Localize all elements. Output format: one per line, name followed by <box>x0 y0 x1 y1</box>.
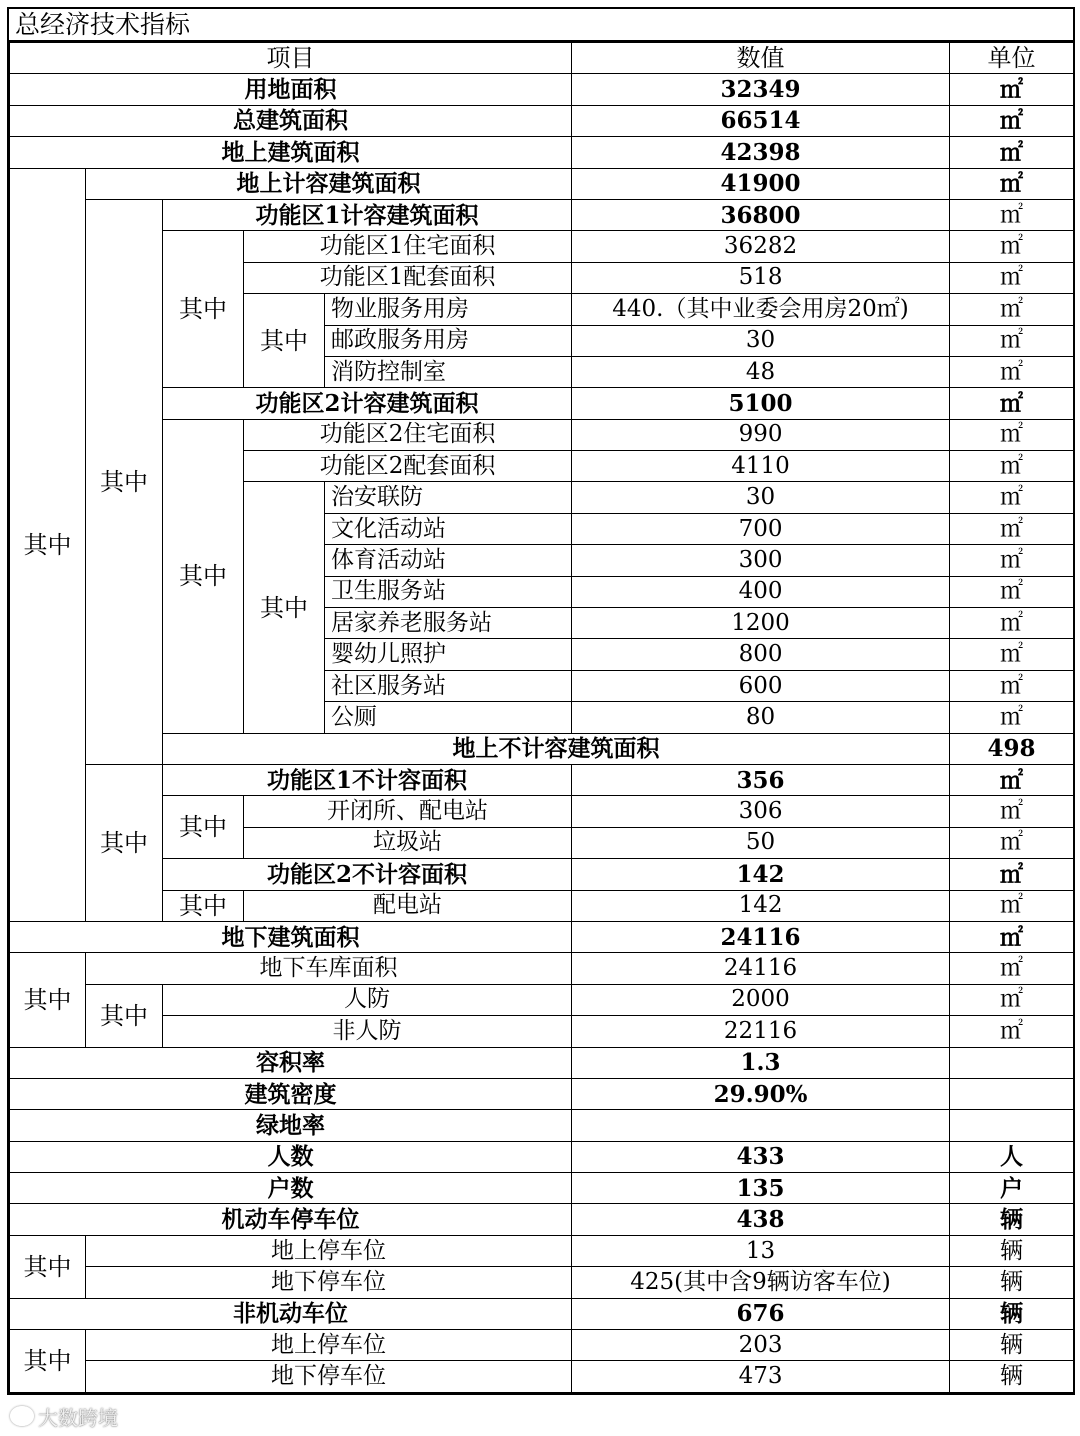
row-label: 地下停车位 <box>86 1267 572 1298</box>
group-label: 其中 <box>244 294 325 388</box>
row-unit: 户 <box>950 1173 1074 1204</box>
row-value <box>572 1110 950 1141</box>
row-value: 300 <box>572 545 950 576</box>
table-row <box>10 388 1074 419</box>
row-label: 地上不计容建筑面积 <box>163 733 950 764</box>
group-label: 其中 <box>163 419 244 733</box>
row-value: 36282 <box>572 231 950 262</box>
row-value: 48 <box>572 356 950 387</box>
row-value: 24116 <box>572 953 950 984</box>
row-label: 治安联防 <box>325 482 572 513</box>
row-value: 990 <box>572 419 950 450</box>
sheet-title: 总经济技术指标 <box>9 9 1073 42</box>
row-value: 800 <box>572 639 950 670</box>
row-unit: 人 <box>950 1141 1074 1172</box>
row-unit: ㎡ <box>950 419 1074 450</box>
row-label: 物业服务用房 <box>325 294 572 325</box>
row-value: 425(其中含9辆访客车位) <box>572 1267 950 1298</box>
row-label: 总建筑面积 <box>10 105 572 136</box>
row-value: 438 <box>572 1204 950 1235</box>
row-unit: ㎡ <box>950 670 1074 701</box>
row-value: 356 <box>572 764 950 795</box>
row-label: 配电站 <box>244 890 572 921</box>
indicator-sheet <box>7 7 1075 1395</box>
row-unit: 辆 <box>950 1361 1074 1392</box>
group-label: 其中 <box>86 984 163 1047</box>
group-label: 其中 <box>10 1330 86 1393</box>
row-value: 30 <box>572 325 950 356</box>
row-unit: 辆 <box>950 1298 1074 1329</box>
header-unit: 单位 <box>950 43 1074 74</box>
row-unit: ㎡ <box>950 74 1074 105</box>
row-label: 地上停车位 <box>86 1235 572 1266</box>
row-label: 居家养老服务站 <box>325 608 572 639</box>
row-unit: ㎡ <box>950 921 1074 952</box>
table-row <box>10 1204 1074 1235</box>
row-unit: ㎡ <box>950 608 1074 639</box>
table-row <box>10 1016 1074 1047</box>
row-label: 地上计容建筑面积 <box>86 168 572 199</box>
table-row <box>10 199 1074 230</box>
indicator-table <box>9 42 1074 1393</box>
row-label: 婴幼儿照护 <box>325 639 572 670</box>
row-unit: ㎡ <box>950 545 1074 576</box>
row-label: 地上停车位 <box>86 1330 572 1361</box>
row-unit: ㎡ <box>950 859 1074 890</box>
row-label: 人数 <box>10 1141 572 1172</box>
table-row <box>10 890 1074 921</box>
row-value: 498 <box>950 733 1074 764</box>
group-label: 其中 <box>10 953 86 1047</box>
table-row <box>10 1078 1074 1109</box>
row-label: 垃圾站 <box>244 827 572 858</box>
row-unit: ㎡ <box>950 388 1074 419</box>
table-row <box>10 733 1074 764</box>
table-row <box>10 984 1074 1015</box>
group-label: 其中 <box>10 1235 86 1298</box>
row-value: 32349 <box>572 74 950 105</box>
table-row <box>10 1141 1074 1172</box>
row-unit: 辆 <box>950 1330 1074 1361</box>
row-value: 518 <box>572 262 950 293</box>
row-label: 地下停车位 <box>86 1361 572 1392</box>
group-label: 其中 <box>163 796 244 859</box>
row-label: 功能区2计容建筑面积 <box>163 388 572 419</box>
table-row <box>10 231 1074 262</box>
row-label: 人防 <box>163 984 572 1015</box>
row-label: 消防控制室 <box>325 356 572 387</box>
table-row <box>10 1298 1074 1329</box>
row-unit: ㎡ <box>950 1016 1074 1047</box>
row-unit: ㎡ <box>950 576 1074 607</box>
row-unit: 辆 <box>950 1204 1074 1235</box>
row-label: 卫生服务站 <box>325 576 572 607</box>
table-row <box>10 1330 1074 1361</box>
row-unit: ㎡ <box>950 262 1074 293</box>
row-label: 文化活动站 <box>325 513 572 544</box>
header-item: 项目 <box>10 43 572 74</box>
row-label: 绿地率 <box>10 1110 572 1141</box>
table-row <box>10 796 1074 827</box>
row-value: 700 <box>572 513 950 544</box>
row-unit: ㎡ <box>950 796 1074 827</box>
row-label: 非人防 <box>163 1016 572 1047</box>
row-label: 开闭所、配电站 <box>244 796 572 827</box>
table-row <box>10 1047 1074 1078</box>
row-label: 体育活动站 <box>325 545 572 576</box>
row-unit: ㎡ <box>950 639 1074 670</box>
weibo-logo-icon <box>10 1406 34 1426</box>
row-value: 5100 <box>572 388 950 419</box>
row-value: 1.3 <box>572 1047 950 1078</box>
row-unit: ㎡ <box>950 953 1074 984</box>
row-value: 50 <box>572 827 950 858</box>
group-label: 其中 <box>244 482 325 733</box>
row-label: 公厕 <box>325 702 572 733</box>
table-row <box>10 1361 1074 1392</box>
row-label: 邮政服务用房 <box>325 325 572 356</box>
table-row <box>10 137 1074 168</box>
row-value: 142 <box>572 859 950 890</box>
row-label: 地上建筑面积 <box>10 137 572 168</box>
row-label: 用地面积 <box>10 74 572 105</box>
row-label: 非机动车位 <box>10 1298 572 1329</box>
header-value: 数值 <box>572 43 950 74</box>
row-label: 功能区2住宅面积 <box>244 419 572 450</box>
row-value: 13 <box>572 1235 950 1266</box>
table-row <box>10 168 1074 199</box>
row-label: 户数 <box>10 1173 572 1204</box>
table-row <box>10 859 1074 890</box>
row-value: 440.（其中业委会用房20㎡) <box>572 294 950 325</box>
row-value: 24116 <box>572 921 950 952</box>
row-unit: ㎡ <box>950 168 1074 199</box>
row-unit: ㎡ <box>950 451 1074 482</box>
row-label: 功能区1住宅面积 <box>244 231 572 262</box>
row-value: 29.90% <box>572 1078 950 1109</box>
row-label: 机动车停车位 <box>10 1204 572 1235</box>
table-row <box>10 105 1074 136</box>
row-label: 建筑密度 <box>10 1078 572 1109</box>
row-unit: ㎡ <box>950 231 1074 262</box>
row-value: 30 <box>572 482 950 513</box>
row-unit: ㎡ <box>950 764 1074 795</box>
row-label: 功能区2不计容面积 <box>163 859 572 890</box>
row-unit: ㎡ <box>950 513 1074 544</box>
row-unit: ㎡ <box>950 137 1074 168</box>
group-label: 其中 <box>163 231 244 388</box>
row-label: 地下建筑面积 <box>10 921 572 952</box>
group-label: 其中 <box>10 168 86 921</box>
row-value: 66514 <box>572 105 950 136</box>
row-value: 80 <box>572 702 950 733</box>
row-value: 600 <box>572 670 950 701</box>
watermark <box>10 1402 118 1430</box>
row-unit: ㎡ <box>950 827 1074 858</box>
row-label: 功能区1不计容面积 <box>163 764 572 795</box>
row-unit: ㎡ <box>950 702 1074 733</box>
row-value: 2000 <box>572 984 950 1015</box>
row-unit <box>950 1047 1074 1078</box>
row-value: 42398 <box>572 137 950 168</box>
table-row <box>10 953 1074 984</box>
row-unit <box>950 1078 1074 1109</box>
watermark-text: 大数跨境 <box>38 1405 118 1430</box>
table-row <box>10 921 1074 952</box>
row-value: 142 <box>572 890 950 921</box>
row-label: 社区服务站 <box>325 670 572 701</box>
row-value: 676 <box>572 1298 950 1329</box>
row-unit: ㎡ <box>950 356 1074 387</box>
table-row <box>10 1110 1074 1141</box>
row-value: 473 <box>572 1361 950 1392</box>
row-label: 功能区1计容建筑面积 <box>163 199 572 230</box>
row-value: 4110 <box>572 451 950 482</box>
row-unit: ㎡ <box>950 325 1074 356</box>
row-value: 1200 <box>572 608 950 639</box>
row-value: 433 <box>572 1141 950 1172</box>
row-unit: ㎡ <box>950 105 1074 136</box>
row-value: 41900 <box>572 168 950 199</box>
row-value: 135 <box>572 1173 950 1204</box>
table-row <box>10 1235 1074 1266</box>
row-unit: ㎡ <box>950 482 1074 513</box>
row-value: 22116 <box>572 1016 950 1047</box>
table-row <box>10 1173 1074 1204</box>
row-unit: ㎡ <box>950 890 1074 921</box>
row-unit: ㎡ <box>950 294 1074 325</box>
header-row <box>10 43 1074 74</box>
row-unit: ㎡ <box>950 199 1074 230</box>
row-unit: 辆 <box>950 1267 1074 1298</box>
row-unit: ㎡ <box>950 984 1074 1015</box>
row-label: 功能区1配套面积 <box>244 262 572 293</box>
group-label: 其中 <box>163 890 244 921</box>
table-row <box>10 419 1074 450</box>
table-row <box>10 764 1074 795</box>
row-label: 功能区2配套面积 <box>244 451 572 482</box>
row-value: 306 <box>572 796 950 827</box>
table-row <box>10 1267 1074 1298</box>
row-unit: 辆 <box>950 1235 1074 1266</box>
row-label: 容积率 <box>10 1047 572 1078</box>
row-value: 400 <box>572 576 950 607</box>
row-label: 地下车库面积 <box>86 953 572 984</box>
table-row <box>10 74 1074 105</box>
row-unit <box>950 1110 1074 1141</box>
row-value: 203 <box>572 1330 950 1361</box>
group-label: 其中 <box>86 199 163 764</box>
row-value: 36800 <box>572 199 950 230</box>
group-label: 其中 <box>86 764 163 921</box>
